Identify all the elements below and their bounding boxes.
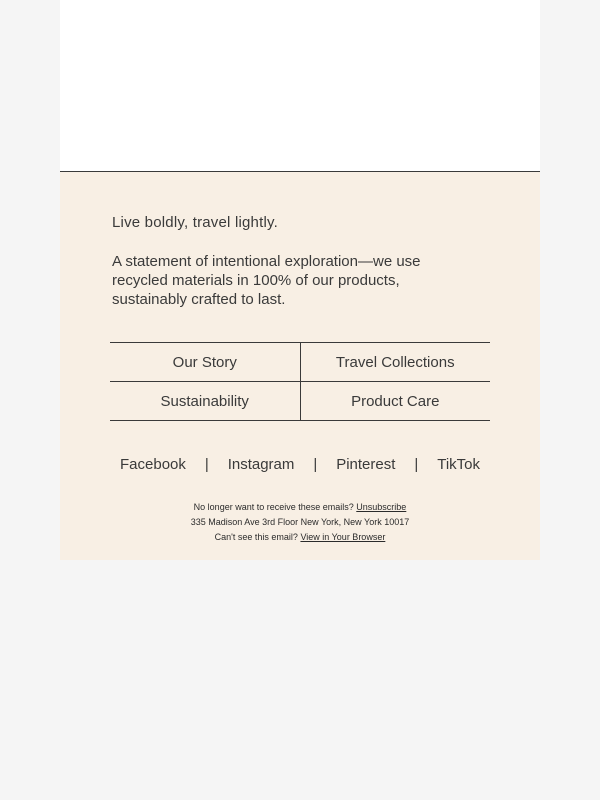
browser-line (60, 530, 540, 545)
social-separator: | (414, 456, 419, 473)
links-row (110, 343, 490, 382)
hero-image-area (60, 0, 540, 172)
social-separator: | (313, 456, 318, 473)
social-facebook-link[interactable]: Facebook (120, 456, 186, 473)
postal-address: 335 Madison Ave 3rd Floor New York, New York 10017 (190, 517, 410, 527)
view-in-browser-link[interactable]: View in Your Browser (300, 532, 386, 542)
footer-links-grid (110, 342, 490, 421)
legal-text (60, 500, 540, 545)
social-links (120, 456, 480, 473)
social-separator: | (204, 456, 209, 473)
social-pinterest-link[interactable]: Pinterest (336, 456, 396, 473)
unsubscribe-line (60, 500, 540, 515)
link-sustainability[interactable]: Sustainability (110, 382, 300, 421)
email-container (60, 0, 540, 560)
link-product-care[interactable]: Product Care (300, 382, 490, 421)
tagline: Live boldly, travel lightly. (112, 214, 278, 231)
link-travel-collections[interactable]: Travel Collections (300, 343, 490, 382)
email-footer (60, 172, 540, 560)
browser-prompt: Can't see this email? (214, 532, 298, 542)
social-instagram-link[interactable]: Instagram (227, 456, 295, 473)
unsubscribe-prompt: No longer want to receive these emails? (193, 502, 354, 512)
links-row (110, 382, 490, 421)
link-our-story[interactable]: Our Story (110, 343, 300, 382)
social-tiktok-link[interactable]: TikTok (437, 456, 480, 473)
brand-statement: A statement of intentional exploration—we use recycled materials in 100% of our products, sustainably crafted to last. (112, 253, 421, 308)
unsubscribe-link[interactable]: Unsubscribe (356, 502, 407, 512)
